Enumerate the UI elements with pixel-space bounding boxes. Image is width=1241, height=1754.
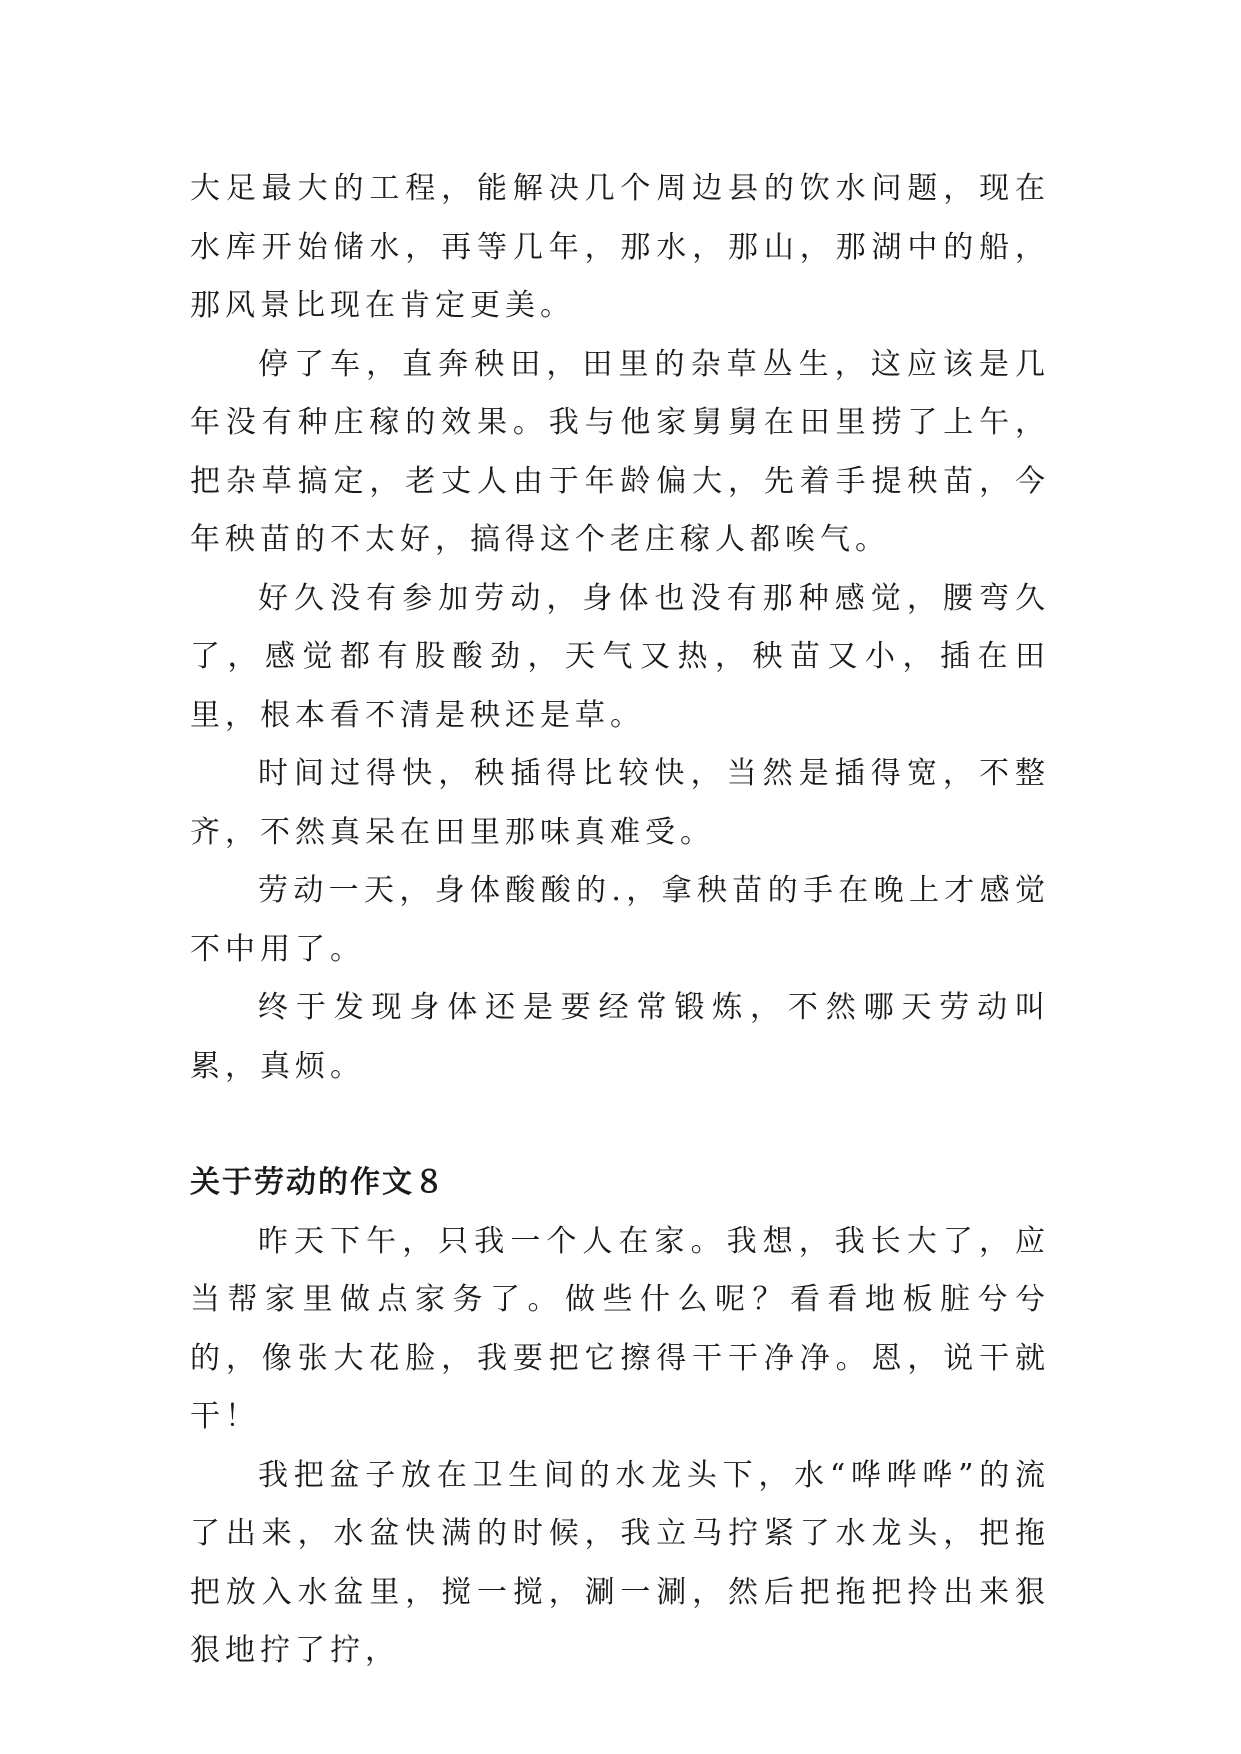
paragraph: 停了车，直奔秧田，田里的杂草丛生，这应该是几年没有种庄稼的效果。我与他家舅舅在田里捞了上午，把杂草搞定，老丈人由于年龄偏大，先着手提秧苗，今年秧苗的不太好，搞得这个老庄稼人都唉气。	[190, 346, 1050, 557]
paragraph: 终于发现身体还是要经常锻炼，不然哪天劳动叫累，真烦。	[190, 990, 1050, 1084]
paragraph: 昨天下午，只我一个人在家。我想，我长大了，应当帮家里做点家务了。做些什么呢？看看地板脏兮兮的，像张大花脸，我要把它擦得干干净净。恩，说干就干！	[190, 1223, 1050, 1434]
paragraph: 大足最大的工程，能解决几个周边县的饮水问题，现在水库开始储水，再等几年，那水，那山，那湖中的船，那风景比现在肯定更美。	[190, 171, 1050, 323]
section-spacer	[190, 1096, 1050, 1154]
document-body	[190, 160, 1050, 1681]
section-heading: 关于劳动的作文８	[190, 1165, 446, 1200]
paragraph: 劳动一天，身体酸酸的.，拿秧苗的手在晚上才感觉不中用了。	[190, 873, 1050, 967]
paragraph: 时间过得快，秧插得比较快，当然是插得宽，不整齐，不然真呆在田里那味真难受。	[190, 756, 1050, 850]
paragraph: 好久没有参加劳动，身体也没有那种感觉，腰弯久了，感觉都有股酸劲，天气又热，秧苗又小，插在田里，根本看不清是秧还是草。	[190, 580, 1050, 733]
paragraph: 我把盆子放在卫生间的水龙头下，水“哗哗哗”的流了出来，水盆快满的时候，我立马拧紧了水龙头，把拖把放入水盆里，搅一搅，涮一涮，然后把拖把拎出来狠狠地拧了拧，	[190, 1457, 1050, 1668]
